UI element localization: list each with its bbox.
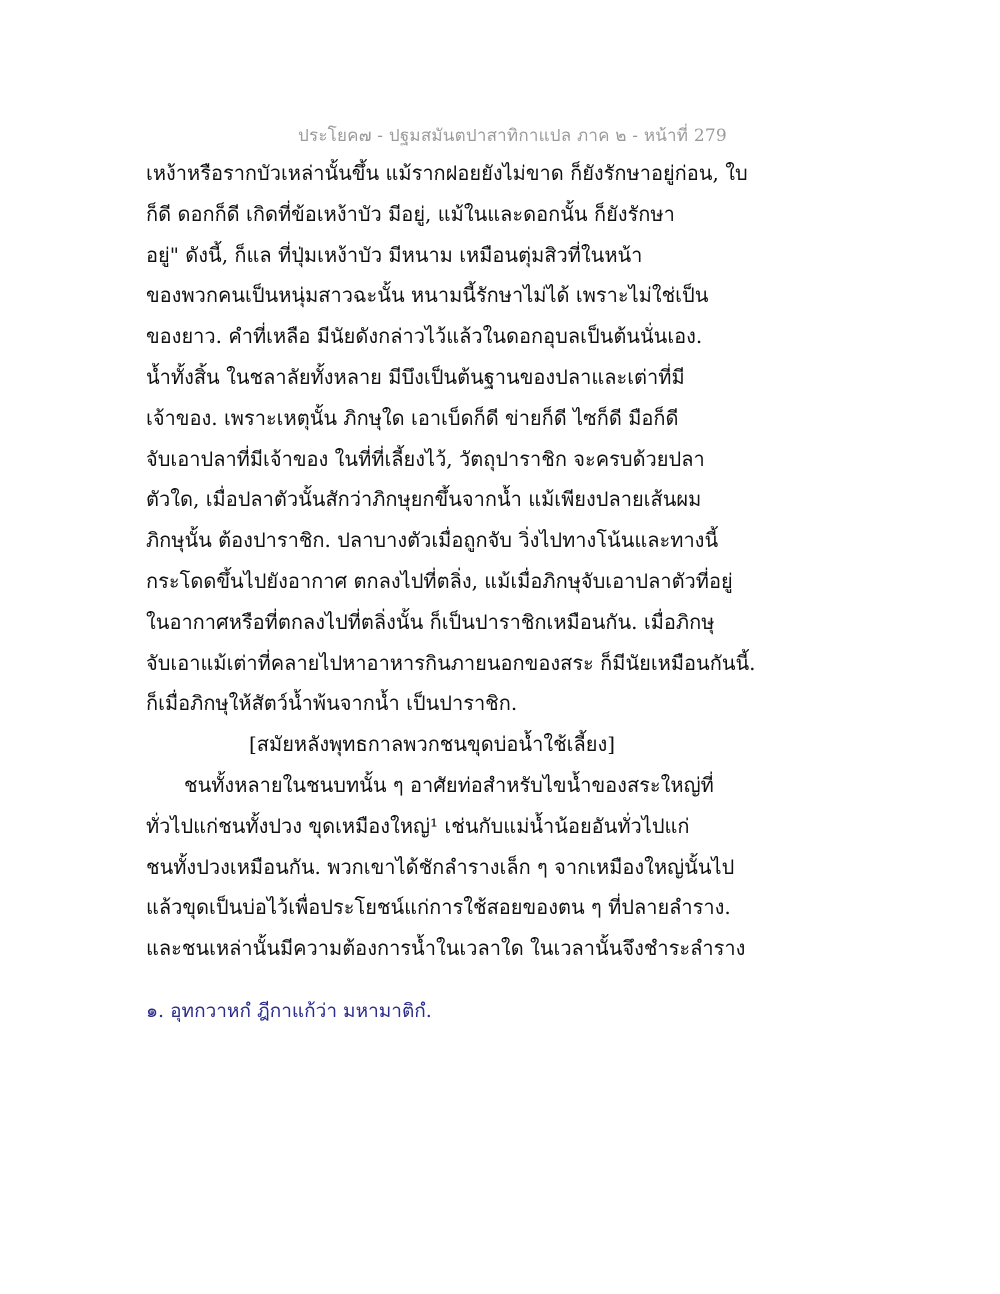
running-header: ประโยค๗ - ปฐมสมันตปาสาทิกาแปล ภาค ๒ - หน้าที่ 279: [298, 126, 727, 146]
text-line: ก็ดี ดอกก็ดี เกิดที่ข้อเหง้าบัว มีอยู่, แม้ในและดอกนั้น ก็ยังรักษา: [146, 201, 675, 226]
text-line: ชนทั้งปวงเหมือนกัน. พวกเขาได้ชักลำรางเล็ก ๆ จากเหมืองใหญ่นั้นไป: [146, 854, 735, 879]
text-line: จับเอาแม้เต่าที่คลายไปหาอาหารกินภายนอกของสระ ก็มีนัยเหมือนกันนี้.: [146, 650, 756, 675]
text-line: ก็เมื่อภิกษุให้สัตว์น้ำพ้นจากน้ำ เป็นปาราชิก.: [146, 691, 518, 716]
text-line: อยู่" ดังนี้, ก็แล ที่ปุ่มเหง้าบัว มีหนาม เหมือนตุ่มสิวที่ในหน้า: [146, 242, 643, 267]
text-line: จับเอาปลาที่มีเจ้าของ ในที่ที่เลี้ยงไว้, วัตถุปาราชิก จะครบด้วยปลา: [146, 446, 705, 471]
text-line: ชนทั้งหลายในชนบทนั้น ๆ อาศัยท่อสำหรับไขน้ำของสระใหญ่ที่: [184, 772, 714, 797]
text-line: และชนเหล่านั้นมีความต้องการน้ำในเวลาใด ในเวลานั้นจึงชำระลำราง: [146, 936, 746, 961]
body-text: [146, 157, 756, 973]
section-heading: [สมัยหลังพุทธกาลพวกชนขุดบ่อน้ำใช้เลี้ยง]: [249, 732, 616, 757]
text-line: ทั่วไปแก่ชนทั้งปวง ขุดเหมืองใหญ่¹ เช่นกับแม่น้ำน้อยอันทั่วไปแก่: [146, 813, 690, 838]
footnote: ๑. อุทกวาหกํ ฎีกาแก้ว่า มหามาติกํ.: [146, 1000, 432, 1022]
text-line: ในอากาศหรือที่ตกลงไปที่ตลิ่งนั้น ก็เป็นปาราชิกเหมือนกัน. เมื่อภิกษุ: [146, 609, 715, 634]
text-line: ของพวกคนเป็นหนุ่มสาวฉะนั้น หนามนี้รักษาไม่ได้ เพราะไม่ใช่เป็น: [146, 283, 709, 308]
text-line: ตัวใด, เมื่อปลาตัวนั้นสักว่าภิกษุยกขึ้นจากน้ำ แม้เพียงปลายเส้นผม: [146, 487, 702, 512]
text-line: เหง้าหรือรากบัวเหล่านั้นขึ้น แม้รากฝอยยังไม่ขาด ก็ยังรักษาอยู่ก่อน, ใบ: [146, 161, 748, 185]
text-line: น้ำทั้งสิ้น ในชลาลัยทั้งหลาย มีบึงเป็นต้นฐานของปลาและเต่าที่มี: [146, 364, 685, 389]
text-line: กระโดดขึ้นไปยังอากาศ ตกลงไปที่ตลิ่ง, แม้เมื่อภิกษุจับเอาปลาตัวที่อยู่: [146, 568, 733, 593]
text-line: แล้วขุดเป็นบ่อไว้เพื่อประโยชน์แก่การใช้สอยของตน ๆ ที่ปลายลำราง.: [146, 895, 731, 920]
text-line: ภิกษุนั้น ต้องปาราชิก. ปลาบางตัวเมื่อถูกจับ วิ่งไปทางโน้นและทางนี้: [146, 528, 719, 553]
text-line: ของยาว. คำที่เหลือ มีนัยดังกล่าวไว้แล้วในดอกอุบลเป็นต้นนั่นเอง.: [146, 324, 703, 349]
text-line: เจ้าของ. เพราะเหตุนั้น ภิกษุใด เอาเบ็ดก็ดี ข่ายก็ดี ไซก็ดี มือก็ดี: [146, 405, 679, 430]
